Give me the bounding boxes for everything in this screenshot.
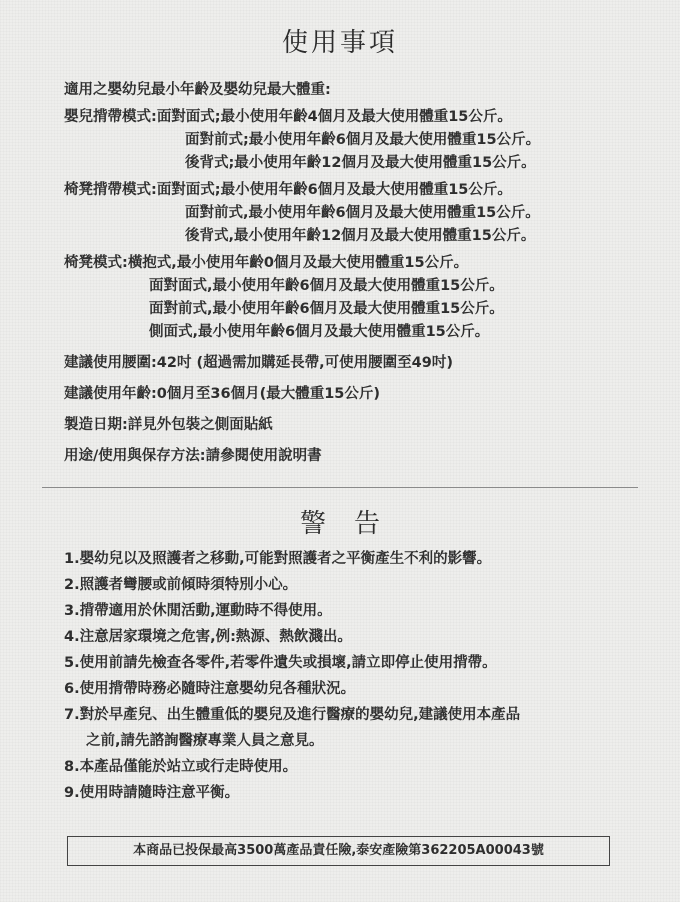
waist-spec: 建議使用腰圍:42吋 (超過需加購延長帶,可使用腰圍至49吋) <box>64 355 453 371</box>
specs-intro: 適用之嬰幼兒最小年齡及嬰幼兒最大體重: <box>64 82 331 98</box>
warning-item: 4.注意居家環境之危害,例:熱源、熱飲濺出。 <box>64 629 352 645</box>
warning-item: 7.對於早產兒、出生體重低的嬰兒及進行醫療的嬰幼兒,建議使用本產品 <box>64 707 521 723</box>
warning-item: 1.嬰幼兒以及照護者之移動,可能對照護者之平衡產生不利的影響。 <box>64 551 492 567</box>
warning-item: 5.使用前請先檢查各零件,若零件遺失或損壞,請立即停止使用揹帶。 <box>64 655 497 671</box>
seat-carrier-face-in-text: 面對面式;最小使用年齡6個月及最大使用體重15公斤。 <box>156 182 512 198</box>
warning-title: 警告 <box>299 509 408 539</box>
warning-item: 3.揹帶適用於休閒活動,運動時不得使用。 <box>64 603 332 619</box>
page-title: 使用事項 <box>281 28 398 58</box>
seat-carrier-face-out: 面對前式,最小使用年齡6個月及最大使用體重15公斤。 <box>185 205 540 221</box>
seat-carrier-label: 椅凳揹帶模式: <box>64 182 157 198</box>
warning-item: 6.使用揹帶時務必隨時注意嬰幼兒各種狀況。 <box>64 681 356 697</box>
seat-carrier-face-in <box>64 179 540 202</box>
seat-face-out: 面對前式,最小使用年齡6個月及最大使用體重15公斤。 <box>149 301 504 317</box>
baby-carrier-back: 後背式;最小使用年齡12個月及最大使用體重15公斤。 <box>185 155 536 171</box>
seat-horizontal <box>64 252 540 275</box>
baby-carrier-face-in <box>64 106 540 129</box>
seat-face-in: 面對面式,最小使用年齡6個月及最大使用體重15公斤。 <box>149 278 504 294</box>
section-divider <box>42 487 638 488</box>
warning-item: 9.使用時請隨時注意平衡。 <box>64 785 240 801</box>
warning-item-continued: 之前,請先諮詢醫療專業人員之意見。 <box>86 733 324 749</box>
usage-specs <box>64 79 540 468</box>
baby-carrier-label: 嬰兒揹帶模式: <box>64 109 157 125</box>
seat-horizontal-text: 橫抱式,最小使用年齡0個月及最大使用體重15公斤。 <box>127 255 469 271</box>
warning-item: 2.照護者彎腰或前傾時須特別小心。 <box>64 577 298 593</box>
warning-list <box>64 546 520 806</box>
age-spec: 建議使用年齡:0個月至36個月(最大體重15公斤) <box>64 386 380 402</box>
seat-carrier-back: 後背式,最小使用年齡12個月及最大使用體重15公斤。 <box>185 228 536 244</box>
seat-side: 側面式,最小使用年齡6個月及最大使用體重15公斤。 <box>149 324 490 340</box>
warning-item: 8.本產品僅能於站立或行走時使用。 <box>64 759 298 775</box>
insurance-notice: 本商品已投保最高3500萬產品責任險,泰安產險第362205A00043號 <box>67 836 610 866</box>
baby-carrier-face-in-text: 面對面式;最小使用年齡4個月及最大使用體重15公斤。 <box>156 109 512 125</box>
seat-label: 椅凳模式: <box>64 255 128 271</box>
usage-method: 用途/使用與保存方法:請參閱使用說明書 <box>64 448 322 464</box>
mfg-date: 製造日期:詳見外包裝之側面貼紙 <box>64 417 273 433</box>
baby-carrier-face-out: 面對前式;最小使用年齡6個月及最大使用體重15公斤。 <box>185 132 541 148</box>
